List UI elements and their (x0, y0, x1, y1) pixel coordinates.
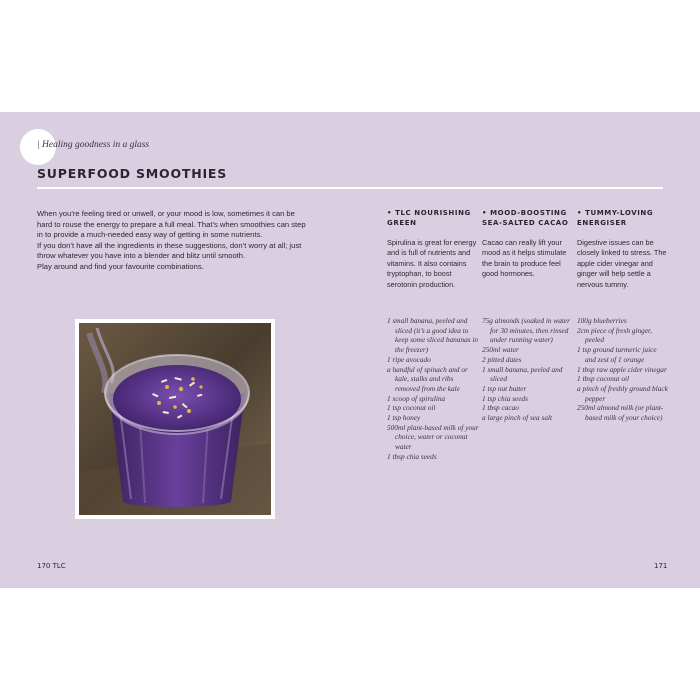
intro-text (37, 209, 309, 273)
intro-paragraph: When you’re feeling tired or unwell, or your mood is low, sometimes it can be hard to rouse the energy to prepare a full meal. That’s when smoothies can step in to provide a much-needed easy way of getting in some nutrients. (37, 209, 306, 240)
section-tag: | Healing goodness in a glass (37, 140, 150, 150)
bullet-icon: • (387, 209, 393, 217)
bullet-icon: • (577, 209, 583, 217)
recipe-heading-text: MOOD-BOOSTING SEA-SALTED CACAO (482, 209, 569, 227)
ingredient-item: 250ml water (482, 345, 519, 355)
ingredient-item: 1 tbsp coconut oil (577, 374, 630, 384)
ingredient-item: 1 scoop of spirulina (387, 393, 446, 403)
recipe-column-cacao (482, 208, 572, 423)
smoothie-photo (75, 319, 275, 519)
intro-paragraph: Play around and find your favourite combinations. (37, 261, 204, 271)
recipe-heading (482, 208, 572, 232)
recipe-description: Digestive issues can be closely linked to stress. The apple cider vinegar and ginger will help settle a nervous tummy. (577, 238, 667, 289)
recipe-description: Cacao can really lift your mood as it helps stimulate the brain to produce feel good hormones. (482, 238, 567, 279)
recipe-heading (387, 208, 477, 232)
ingredient-item: 1 tsp honey (387, 413, 421, 423)
recipe-heading (577, 208, 667, 232)
ingredient-list (387, 316, 479, 462)
recipe-column-energiser (577, 208, 668, 423)
ingredient-item: 2 pitted dates (482, 354, 522, 364)
ingredient-item: 500ml plant-based milk of your choice, water or coconut water (387, 422, 479, 452)
ingredient-item: a large pinch of sea salt (482, 413, 553, 423)
page-number-right: 171 (654, 562, 668, 570)
ingredient-item: 1 tbsp chia seeds (387, 451, 437, 461)
ingredient-item: 100g blueberries (577, 316, 627, 325)
ingredient-item: 75g almonds (soaked in water for 30 minutes, then rinsed under running water) (482, 316, 570, 345)
page-title: SUPERFOOD SMOOTHIES (37, 166, 228, 181)
ingredient-item: 1 small banana, peeled and sliced (482, 364, 563, 384)
ingredient-item: 1 small banana, peeled and sliced (it’s a good idea to keep some sliced bananas in the freezer) (387, 316, 479, 355)
recipe-column-green (387, 208, 479, 461)
ingredient-item: a handful of spinach and or kale, stalks and ribs removed from the kale (387, 364, 468, 393)
ingredient-list (482, 316, 574, 423)
ingredient-item: 1 tbsp raw apple cider vinegar (577, 364, 667, 374)
ingredient-item: 1 ripe avocado (387, 354, 431, 364)
bullet-icon: • (482, 209, 488, 217)
ingredient-list (577, 316, 669, 423)
ingredient-item: 1 tsp chia seeds (482, 393, 529, 403)
intro-paragraph: If you don’t have all the ingredients in these suggestions, don’t worry at all; just throw whatever you have into a blender and blitz until smooth. (37, 240, 302, 261)
ingredient-item: 1 tsp coconut oil (387, 403, 436, 413)
ingredient-item: 2cm piece of fresh ginger, peeled (577, 325, 652, 345)
smoothie-photo-image (79, 323, 271, 515)
ingredient-item: 1 tsp nut butter (482, 383, 527, 393)
recipe-description: Spirulina is great for energy and is full of nutrients and vitamins. It also contains tryptophan, to boost serotonin production. (387, 238, 477, 289)
ingredient-item: 1 tsp ground turmeric juice and zest of 1 orange (577, 345, 657, 364)
page-number-left: 170 TLC (37, 562, 66, 570)
recipe-heading-text: TLC NOURISHING GREEN (387, 209, 471, 227)
recipe-heading-text: TUMMY-LOVING ENERGISER (577, 209, 654, 227)
ingredient-item: 1 tbsp cacao (482, 403, 519, 413)
ingredient-item: a pinch of freshly ground black pepper (577, 383, 668, 403)
ingredient-item: 250ml almond milk (or plant-based milk of your choice) (577, 403, 664, 423)
book-spread (0, 112, 700, 588)
title-divider (37, 187, 663, 189)
